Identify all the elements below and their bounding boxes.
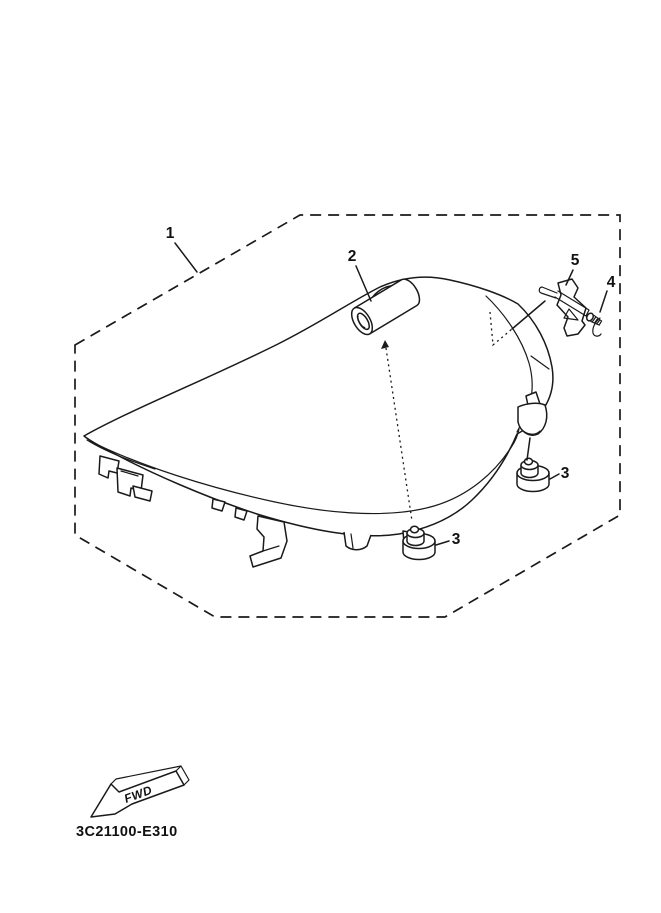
callout-1: 1 bbox=[165, 225, 175, 242]
screw-part-4 bbox=[585, 312, 602, 336]
seat-assembly-drawing bbox=[84, 276, 553, 567]
damper-part-3-front bbox=[403, 526, 435, 559]
damper-part-3-rear bbox=[517, 458, 549, 491]
callout-2: 2 bbox=[347, 248, 357, 265]
fwd-arrow-label: FWD bbox=[122, 782, 155, 806]
callout-3-rear: 3 bbox=[560, 465, 570, 482]
seat-outline bbox=[84, 277, 553, 536]
part-code-label: 3C21100-E310 bbox=[76, 824, 178, 840]
lock-bracket-part-5 bbox=[539, 279, 589, 336]
callout-4: 4 bbox=[606, 274, 616, 291]
fwd-direction-arrow bbox=[91, 766, 189, 817]
callout-3-front: 3 bbox=[451, 531, 461, 548]
callout-5: 5 bbox=[570, 252, 580, 269]
